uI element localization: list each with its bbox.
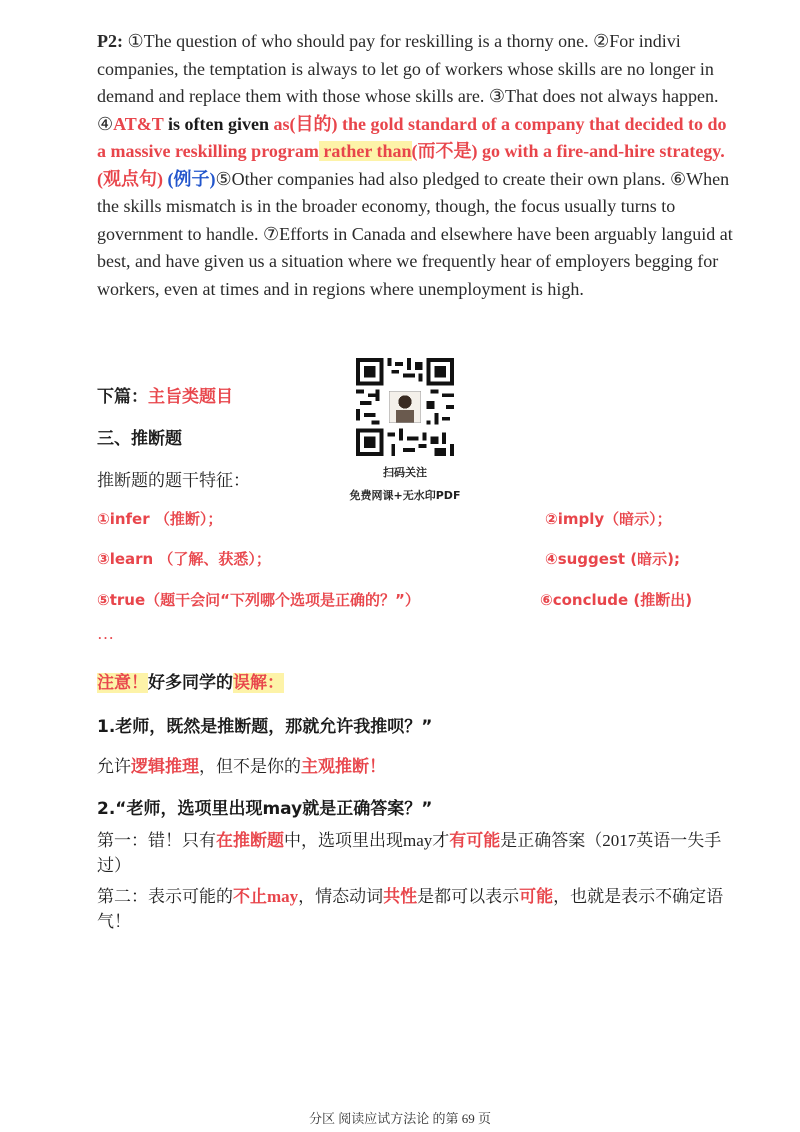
att-highlight: AT&T bbox=[113, 113, 164, 134]
passage-p2 bbox=[97, 28, 737, 303]
often-given-text: is often given bbox=[163, 113, 274, 134]
p2-not-only-may: 不止may bbox=[233, 887, 299, 906]
feature-conclude: ⑥conclude (推断出) bbox=[540, 591, 693, 609]
features-ellipsis: … bbox=[97, 624, 114, 643]
note-misunderstanding: 误解： bbox=[233, 673, 284, 693]
as-phrase-highlight: as(目的) the gold standard of a company that decided to do a massive reskilling program bbox=[97, 113, 727, 161]
p2-text-g: ，也就是表示不确定语气！ bbox=[97, 887, 724, 931]
feature-imply: ②imply（暗示）； bbox=[545, 510, 672, 528]
p2-common: 共性 bbox=[383, 887, 418, 906]
answer-1 bbox=[97, 752, 386, 777]
answer-1-logic: 逻辑推理 bbox=[131, 757, 199, 776]
rather-than-highlight: rather than bbox=[318, 141, 412, 161]
answer-2-point-1 bbox=[97, 828, 727, 878]
passage-sentences-5-7: ⑤Other companies had also pledged to create their own plans. ⑥When the skills mismatch is in the broader economy, though, the focus usually turns to government to handle. ⑦Efforts in Canada and elsewhere have been arguably languid at best, and have given us a situation where we frequently hear of employers begging for workers, even at times and in regions where unemployment is high. bbox=[97, 168, 733, 299]
note-attention: 注意！ bbox=[97, 673, 148, 693]
paragraph-label: P2: bbox=[97, 31, 123, 51]
p1-in-inference: 在推断题 bbox=[216, 831, 284, 850]
lower-label: 下篇： bbox=[97, 387, 148, 407]
lower-section-heading bbox=[97, 382, 233, 407]
answer-2-point-2 bbox=[97, 884, 727, 934]
answer-1-subjective: 主观推断！ bbox=[301, 757, 386, 776]
qr-code-image bbox=[356, 358, 454, 456]
feature-infer: ①infer （推断）； bbox=[97, 510, 223, 528]
p1-text-a: 第一：错！只有 bbox=[97, 831, 216, 850]
feature-learn: ③learn （了解、获悉）； bbox=[97, 550, 271, 568]
p1-possible: 有可能 bbox=[449, 831, 501, 850]
note-line bbox=[97, 668, 284, 693]
feature-suggest: ④suggest (暗示); bbox=[545, 550, 680, 568]
p2-possible: 可能 bbox=[519, 887, 554, 906]
qr-caption-follow: 扫码关注 bbox=[383, 466, 427, 479]
feature-label: 推断题的题干特征： bbox=[97, 471, 250, 490]
passage-sentences-1-4: ①The question of who should pay for reskilling is a thorny one. ②For indivi companies, the temptation is always to let go of workers whose skills are no longer in demand and replace them with those whose skills are. ③That does not always happen. ④ bbox=[97, 31, 719, 134]
page-footer: 分区 阅读应试方法论 的第 69 页 bbox=[308, 1111, 491, 1126]
section-heading-inference: 三、推断题 bbox=[97, 429, 182, 449]
rather-than-note: (而不是) go with a fire-and-hire strategy.(观点句) bbox=[97, 141, 725, 189]
p1-text-c: 中，选项里出现may才 bbox=[284, 831, 450, 850]
p1-text-e: 是正确答案（2017英语一失手过） bbox=[97, 831, 722, 875]
feature-true: ⑤true（题干会问“下列哪个选项是正确的？”） bbox=[97, 591, 420, 609]
p2-text-e: 是都可以表示 bbox=[417, 887, 520, 906]
p2-text-a: 第二：表示可能的 bbox=[97, 887, 233, 906]
p2-text-c: ，情态动词 bbox=[298, 887, 384, 906]
answer-1-mid: ，但不是你的 bbox=[199, 757, 301, 776]
lower-title: 主旨类题目 bbox=[148, 387, 233, 407]
note-many-students: 好多同学的 bbox=[148, 673, 233, 693]
answer-1-pre: 允许 bbox=[97, 757, 131, 776]
question-2: 2.“老师，选项里出现may就是正确答案？” bbox=[97, 799, 433, 819]
question-1: 1.老师，既然是推断题，那就允许我推呗？” bbox=[97, 717, 433, 737]
qr-caption-free-pdf: 免费网课+无水印PDF bbox=[349, 489, 461, 502]
example-tag: (例子) bbox=[163, 168, 216, 189]
